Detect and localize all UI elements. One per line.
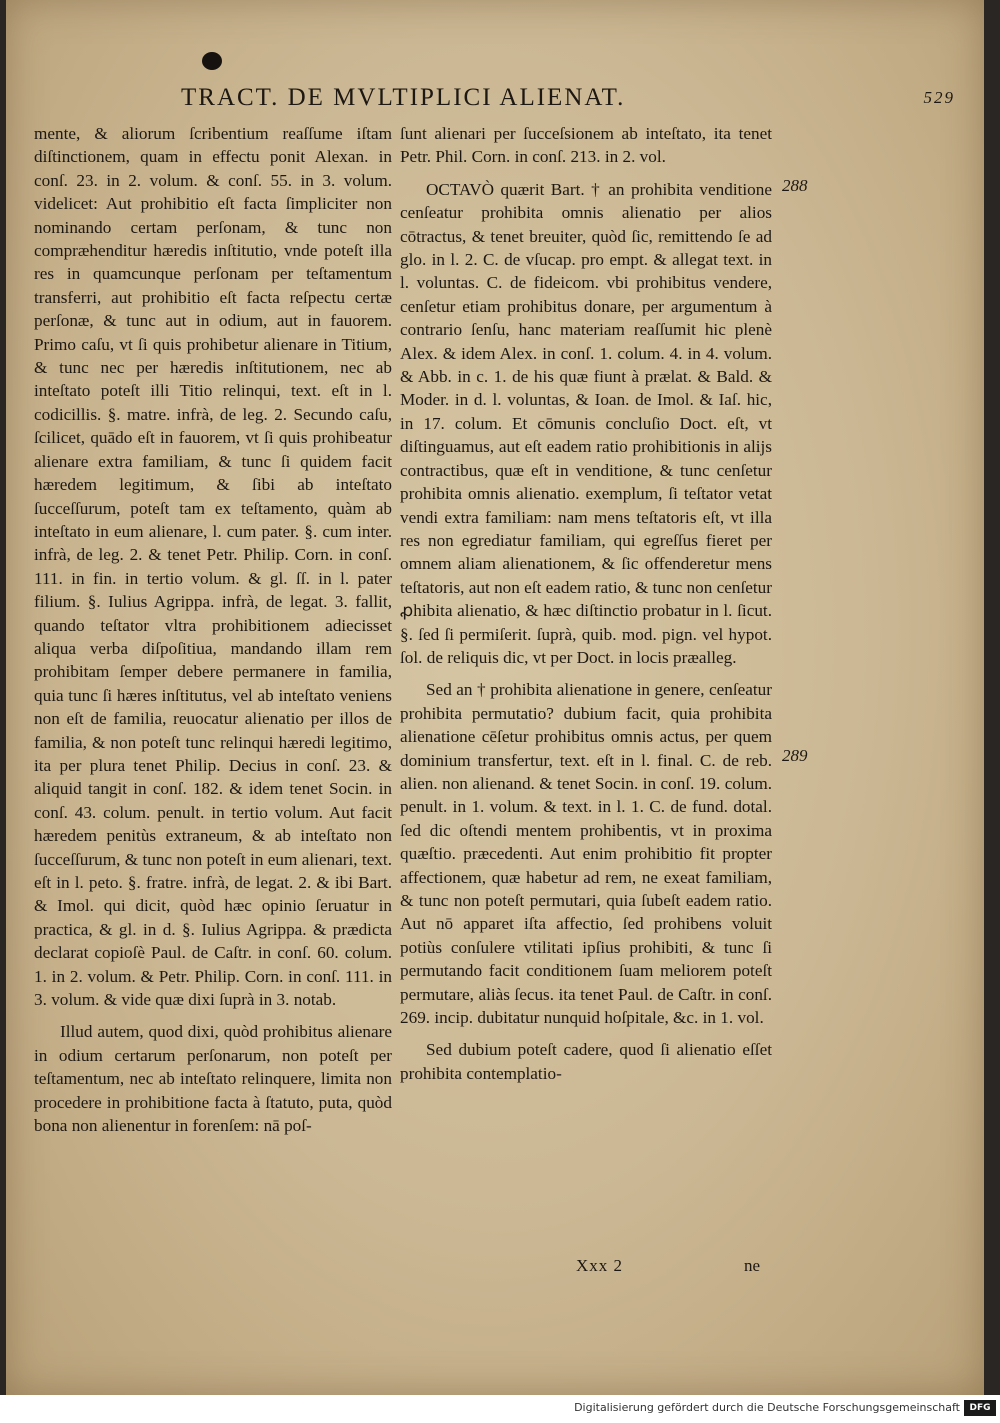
- book-page: [6, 0, 984, 1395]
- left-paragraph-1: mente, & aliorum ſcribentium reaſſume iſtam diſtinctionem, quam in effectu ponit Alexan. in conſ. 23. in 2. volum. & conſ. 55. in 3. volum. videlicet: Aut prohibitio eſt facta ſimpliciter non nominando certam perſonam, & tunc non compræhenditur hæredis inſtitutio, vnde poteſt illa res in quamcunque perſonam per teſtamentum transferri, aut prohibitio eſt facta reſpectu certæ perſonæ, & tunc aut in odium, aut in fauorem. Primo caſu, vt ſi quis prohibetur alienare in Titium, & tunc nec per hæredis inſtitutionem, nec ab inteſtato poteſt illi Titio relinqui, text. eſt in l. codicillis. §. matre. infrà, de leg. 2. Secundo caſu, ſcilicet, quādo eſt in fauorem, vt ſi quis prohibeatur alienare extra familiam, & tunc ſi quidem facit hæredem legitimum, & ſibi ab inteſtato ſucceſſurum, poteſt tam ex teſtamento, quàm ab inteſtato in eum alienare, l. cum pater. §. cum inter. infrà, de leg. 2. & tenet Petr. Philip. Corn. in conſ. 111. in fin. in tertio volum. & gl. ſſ. in l. pater filium. §. Iulius Agrippa. infrà, de legat. 3. fallit, quando teſtator vltra prohibitionem adiecisset aliqua verba diſpoſitiua, mandando illam rem prohibitam ſemper debere permanere in familia, quia tunc ſi hæres inſtitutus, vel ab inteſtato veniens non eſt de familia, reuocatur alienatio per illos de familia, & non poteſt tunc relinqui hæredi legitimo, ita per plura tenet Philip. Decius in conſ. 23. & aliquid tangit in conſ. 182. & idem tenet Socin. in conſ. 43. colum. penult. in tertio volum. Aut facit hæredem penitùs extraneum, & ab inteſtato non ſucceſſurum, & tunc non poteſt in eum alienari, text. eſt in l. peto. §. fratre. infrà, de legat. 2. & ibi Bart. & Imol. qui dicit, quòd hæc opinio ſeruatur in practica, & gl. in d. §. Iulius Agrippa. & prædicta declarat copioſè Paul. de Caſtr. in conſ. 60. colum. 1. in 2. volum. & Petr. Philip. Corn. in conſ. 111. in 3. volum. & vide quæ dixi ſuprà in 3. notab.: [34, 124, 392, 1010]
- right-paragraph-4: Sed dubium poteſt cadere, quod ſi alienatio eſſet prohibita contemplatio-: [400, 1040, 772, 1083]
- catchword: ne: [744, 1256, 761, 1275]
- right-paragraph-3: Sed an † prohibita alienatione in genere, cenſeatur prohibita permutatio? dubium facit, quia prohibita alienatione cēſetur prohibitus omnis actus, per quem dominium transfertur, text. eſt in l. final. C. de reb. alien. non alienand. & tenet Socin. in conſ. 19. colum. penult. in 1. volum. & text. in l. 1. C. de fund. dotal. ſed dic oſtendi mentem prohibentis, vt in proxima quæſtio. præcedenti. Aut enim prohibitio fit propter affectionem, quæ habetur ad rem, ne exeat familiam, & tunc non poteſt permutari, quia ſubeſt eadem ratio. Aut nō apparet iſta affectio, ſed prohibens voluit potiùs conſulere vtilitati ipſius prohibiti, & tunc ſi permutando facit conditionem ſuam meliorem poteſt permutare, aliàs ſecus. ita tenet Paul. de Caſtr. in conſ. 269. incip. dubitatur nunquid hoſpitale, &c. in 1. vol.: [400, 680, 772, 1028]
- funding-credit: Digitalisierung gefördert durch die Deutsche Forschungsgemeinschaft: [574, 1401, 960, 1414]
- digitization-footer: [0, 1395, 1000, 1423]
- margin-number-289: 289: [782, 746, 808, 765]
- right-paragraph-2: OCTAVÒ quærit Bart. † an prohibita venditione cenſeatur prohibita omnis alienatio per alios cōtractus, & tenet breuiter, quòd ſic, remittendo ſe ad glo. in l. 2. C. de vſucap. pro empt. & allegat text. in l. voluntas. C. de fideicom. vbi prohibitus vendere, cenſetur etiam prohibitus donare, per argumentum à contrario ſenſu, hanc materiam reaſſumit hic plenè Alex. & idem Alex. in conſ. 1. colum. 4. in 4. volum. & Abb. in c. 1. de his quæ fiunt à prælat. & Bald. & Moder. in d. l. voluntas, & Ioan. de Imol. & Iaſ. hic, in 17. colum. Et cōmunis concluſio Doct. eſt, vt diſtinguamus, aut eſt eadem ratio prohibitionis in alijs contractibus, quæ eſt in venditione, & tunc cenſetur prohibita omnis alienatio. exemplum, ſi teſtator vetat vendi extra familiam: nam mens teſtatoris eſt, vt illa res non egrediatur familiam, qui egreſſus fieret per omnem aliam alienationem, & ſic offenderetur mens teſtatoris, aut non eſt eadem ratio, & tunc non cenſetur ꝓhibita alienatio, & hæc diſtinctio probatur in l. ſicut. §. ſed ſi permiſerit. ſuprà, quib. mod. pign. vel hypot. ſol. de reliquis dic, vt per Doct. in locis præalleg.: [400, 179, 772, 667]
- running-title: TRACT. DE MVLTIPLICI ALIENAT.: [181, 84, 626, 111]
- left-column: [34, 122, 392, 1137]
- running-header: [181, 84, 955, 120]
- left-paragraph-2: Illud autem, quod dixi, quòd prohibitus alienare in odium certarum perſonarum, non poteſt per teſtamentum, nec ab inteſtato relinquere, limita non procedere in prohibitione facta à ſtatuto, puta, quòd bona non alienentur in forenſem: nā poſ-: [34, 1022, 392, 1136]
- margin-number-288: 288: [782, 176, 808, 195]
- dfg-logo: DFG: [964, 1400, 996, 1416]
- ink-stain: [202, 52, 222, 70]
- right-paragraph-1: ſunt alienari per ſucceſsionem ab inteſtato, ita tenet Petr. Phil. Corn. in conſ. 213. in 2. vol.: [400, 124, 772, 167]
- page-number: 529: [923, 88, 955, 107]
- signature-mark: Xxx 2: [576, 1256, 624, 1275]
- right-column: [400, 122, 772, 1085]
